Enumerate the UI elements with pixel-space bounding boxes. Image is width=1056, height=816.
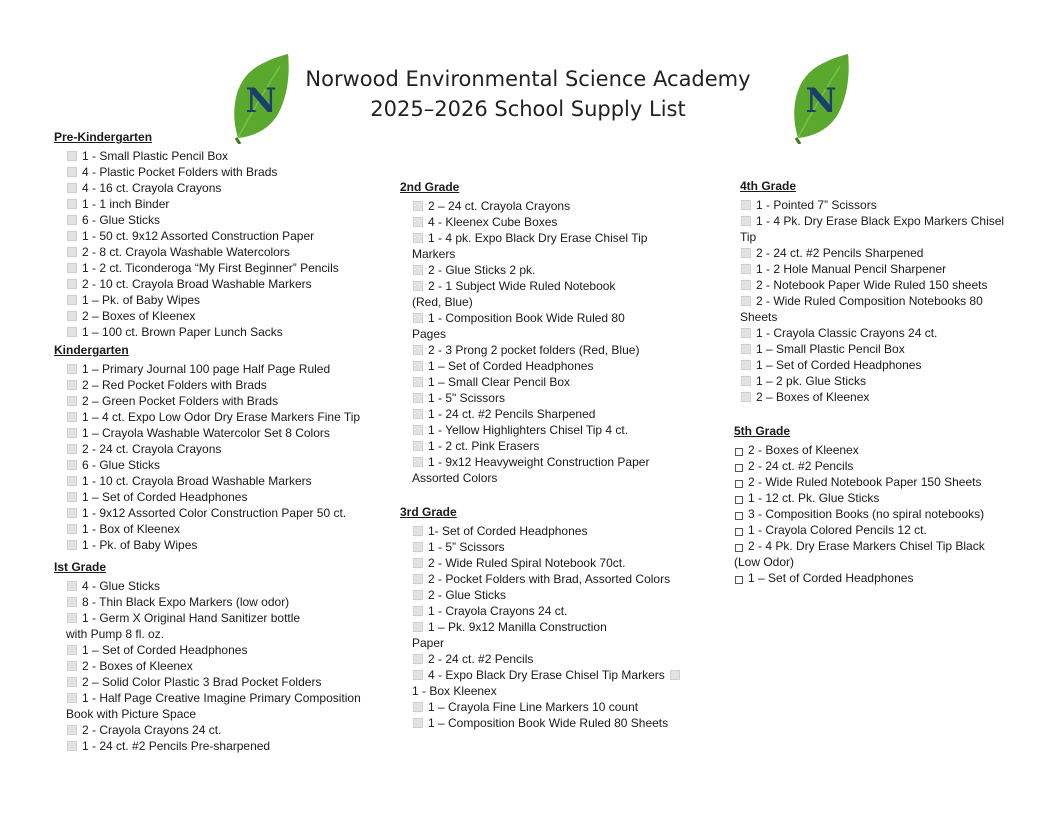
supply-item bbox=[734, 570, 1025, 586]
checkbox-icon[interactable] bbox=[67, 247, 77, 257]
supply-item bbox=[54, 578, 384, 594]
checkbox-icon[interactable] bbox=[413, 558, 423, 568]
logo-letter: N bbox=[805, 81, 837, 121]
supply-item bbox=[400, 262, 720, 278]
checkbox-icon[interactable] bbox=[413, 574, 423, 584]
leaf-logo-icon bbox=[788, 52, 852, 144]
supply-item-text: 1 - Box of Kleenex bbox=[82, 522, 181, 536]
supply-item-text: 2 - Wide Ruled Composition Notebooks 80 bbox=[756, 294, 983, 308]
supply-item-text: 2 - 10 ct. Crayola Broad Washable Markers bbox=[82, 277, 312, 291]
checkbox-icon[interactable] bbox=[741, 296, 751, 306]
section-heading: 4th Grade bbox=[740, 179, 797, 193]
supply-item-text: 1 - Crayola Crayons 24 ct. bbox=[428, 604, 568, 618]
checkbox-icon[interactable] bbox=[67, 581, 77, 591]
supply-item-text: 1 - 9x12 Assorted Color Construction Paper 50 ct. bbox=[82, 506, 347, 520]
checkbox-icon[interactable] bbox=[741, 344, 751, 354]
supply-item-text: 1 - Germ X Original Hand Sanitizer bottle bbox=[82, 611, 301, 625]
supply-item-text: 2 – Solid Color Plastic 3 Brad Pocket Folders bbox=[82, 675, 322, 689]
checkbox-icon[interactable] bbox=[67, 741, 77, 751]
page-title bbox=[0, 64, 1056, 124]
supply-item-text: 2 – Green Pocket Folders with Brads bbox=[82, 394, 279, 408]
supply-item bbox=[400, 603, 720, 619]
checkbox-icon[interactable] bbox=[67, 199, 77, 209]
checkbox-icon[interactable] bbox=[67, 524, 77, 534]
section-4th-grade bbox=[740, 178, 1025, 405]
supply-item-text: 2 - Wide Ruled Notebook Paper 150 Sheets bbox=[748, 475, 982, 489]
checkbox-icon[interactable] bbox=[741, 216, 751, 226]
checkbox-icon[interactable] bbox=[413, 542, 423, 552]
supply-item-text: 1- Set of Corded Headphones bbox=[428, 524, 588, 538]
supply-item bbox=[54, 308, 384, 324]
supply-item-text: 1 - 12 ct. Pk. Glue Sticks bbox=[748, 491, 880, 505]
checkbox-icon[interactable] bbox=[67, 327, 77, 337]
checkbox-icon[interactable] bbox=[735, 496, 743, 504]
supply-item bbox=[734, 506, 1025, 522]
checkbox-icon[interactable] bbox=[67, 380, 77, 390]
supply-item bbox=[54, 610, 384, 642]
supply-item-text: 6 - Glue Sticks bbox=[82, 458, 161, 472]
supply-item bbox=[400, 587, 720, 603]
supply-item-text: 2 - 24 ct. Crayola Crayons bbox=[82, 442, 222, 456]
supply-item-text: 1 – Set of Corded Headphones bbox=[748, 571, 914, 585]
section-kindergarten bbox=[54, 342, 384, 553]
supply-item-text: 1 – Crayola Washable Watercolor Set 8 Colors bbox=[82, 426, 330, 440]
supply-item bbox=[400, 342, 720, 358]
checkbox-icon[interactable] bbox=[67, 412, 77, 422]
supply-item-text: 1 - Crayola Colored Pencils 12 ct. bbox=[748, 523, 927, 537]
checkbox-icon[interactable] bbox=[413, 201, 423, 211]
supply-item-text: 1 – Pk. of Baby Wipes bbox=[82, 293, 201, 307]
checkbox-icon[interactable] bbox=[67, 613, 77, 623]
section-pre-kindergarten bbox=[54, 129, 384, 340]
checkbox-icon[interactable] bbox=[67, 215, 77, 225]
supply-item-text: 2 – Boxes of Kleenex bbox=[82, 309, 196, 323]
supply-item bbox=[400, 230, 720, 262]
supply-item-text: 1 – Set of Corded Headphones bbox=[82, 490, 248, 504]
supply-item bbox=[54, 196, 384, 212]
supply-item bbox=[400, 214, 720, 230]
checkbox-icon[interactable] bbox=[413, 377, 423, 387]
supply-item-continuation: Markers bbox=[412, 247, 456, 261]
supply-item-text: 1 - Small Plastic Pencil Box bbox=[82, 149, 229, 163]
supply-item-text: 2 - Glue Sticks 2 pk. bbox=[428, 263, 536, 277]
supply-item bbox=[54, 324, 384, 340]
supply-item-text: 2 - Boxes of Kleenex bbox=[748, 443, 859, 457]
supply-item bbox=[740, 373, 1025, 389]
supply-item-text: 1 - Composition Book Wide Ruled 80 bbox=[428, 311, 625, 325]
checkbox-icon[interactable] bbox=[67, 364, 77, 374]
supply-item-text: 1 – Pk. 9x12 Manilla Construction bbox=[428, 620, 607, 634]
supply-item-text: 2 - Crayola Crayons 24 ct. bbox=[82, 723, 222, 737]
checkbox-icon[interactable] bbox=[735, 512, 743, 520]
column-left bbox=[54, 127, 384, 760]
supply-item bbox=[54, 441, 384, 457]
checkbox-icon[interactable] bbox=[413, 409, 423, 419]
checkbox-icon[interactable] bbox=[67, 444, 77, 454]
supply-item bbox=[734, 490, 1025, 506]
checkbox-icon[interactable] bbox=[741, 376, 751, 386]
supply-item-continuation: Pages bbox=[412, 327, 447, 341]
supply-item bbox=[740, 341, 1025, 357]
supply-item bbox=[740, 213, 1025, 245]
supply-item-text: 4 - Plastic Pocket Folders with Brads bbox=[82, 165, 278, 179]
supply-item-text: 1 – 100 ct. Brown Paper Lunch Sacks bbox=[82, 325, 283, 339]
checkbox-icon[interactable] bbox=[741, 200, 751, 210]
supply-item bbox=[400, 390, 720, 406]
checkbox-icon[interactable] bbox=[67, 396, 77, 406]
supply-item bbox=[400, 374, 720, 390]
supply-item-text: 1 - 50 ct. 9x12 Assorted Construction Paper bbox=[82, 229, 315, 243]
supply-item-text: 1 – Composition Book Wide Ruled 80 Sheets bbox=[428, 716, 669, 730]
checkbox-icon[interactable] bbox=[741, 360, 751, 370]
supply-item-text: 1 - 1 inch Binder bbox=[82, 197, 170, 211]
checkbox-icon[interactable] bbox=[735, 544, 743, 552]
supply-item bbox=[400, 715, 720, 731]
supply-item-text: 2 - 24 ct. #2 Pencils bbox=[748, 459, 854, 473]
supply-item bbox=[400, 198, 720, 214]
section-heading: 5th Grade bbox=[734, 424, 791, 438]
checkbox-icon[interactable] bbox=[413, 345, 423, 355]
supply-item-text: 4 - 16 ct. Crayola Crayons bbox=[82, 181, 222, 195]
supply-item-text: 2 - 24 ct. #2 Pencils bbox=[428, 652, 534, 666]
supply-item-text: 1 - 2 ct. Ticonderoga “My First Beginner” Pencils bbox=[82, 261, 339, 275]
supply-item-text: 1 - 24 ct. #2 Pencils Pre-sharpened bbox=[82, 739, 271, 753]
supply-item bbox=[54, 393, 384, 409]
checkbox-icon[interactable] bbox=[741, 328, 751, 338]
section-heading: 3rd Grade bbox=[400, 505, 457, 519]
supply-item bbox=[54, 690, 384, 722]
supply-item bbox=[54, 164, 384, 180]
checkbox-icon[interactable] bbox=[67, 279, 77, 289]
supply-item bbox=[54, 658, 384, 674]
supply-item bbox=[740, 293, 1025, 325]
supply-item-text: 1 - Crayola Classic Crayons 24 ct. bbox=[756, 326, 938, 340]
supply-item-text: 1 - 24 ct. #2 Pencils Sharpened bbox=[428, 407, 596, 421]
supply-item bbox=[54, 457, 384, 473]
supply-item-text: 1 - 5" Scissors bbox=[428, 391, 505, 405]
supply-item-continuation: Tip bbox=[740, 230, 757, 244]
checkbox-icon[interactable] bbox=[413, 281, 423, 291]
checkbox-icon[interactable] bbox=[67, 167, 77, 177]
supply-item bbox=[400, 651, 720, 667]
checkbox-icon[interactable] bbox=[67, 661, 77, 671]
supply-item-text: 1 - 4 Pk. Dry Erase Black Expo Markers Chisel bbox=[756, 214, 1005, 228]
supply-item-continuation: Paper bbox=[412, 636, 445, 650]
supply-item-text: 1 – Small Clear Pencil Box bbox=[428, 375, 571, 389]
section-5th-grade bbox=[734, 423, 1025, 586]
supply-item-continuation: Assorted Colors bbox=[412, 471, 498, 485]
supply-item bbox=[400, 523, 720, 539]
supply-item-text: 1 - Pointed 7” Scissors bbox=[756, 198, 877, 212]
supply-item-text: 1 – 4 ct. Expo Low Odor Dry Erase Markers Fine Tip bbox=[82, 410, 361, 424]
column-middle bbox=[400, 177, 720, 737]
checkbox-icon[interactable] bbox=[67, 508, 77, 518]
supply-item-text: 2 - Notebook Paper Wide Ruled 150 sheets bbox=[756, 278, 988, 292]
checkbox-icon[interactable] bbox=[413, 441, 423, 451]
supply-item-continuation: Sheets bbox=[740, 310, 778, 324]
supply-item-text: 2 - Boxes of Kleenex bbox=[82, 659, 193, 673]
supply-item-text: 2 – Boxes of Kleenex bbox=[756, 390, 870, 404]
supply-item-continuation: (Low Odor) bbox=[734, 555, 795, 569]
supply-item bbox=[54, 425, 384, 441]
supply-item bbox=[54, 674, 384, 690]
logo-letter: N bbox=[245, 81, 277, 121]
supply-item bbox=[734, 538, 1025, 570]
checkbox-icon[interactable] bbox=[413, 702, 423, 712]
checkbox-icon[interactable] bbox=[735, 448, 743, 456]
supply-item-continuation: with Pump 8 fl. oz. bbox=[66, 627, 165, 641]
supply-item bbox=[54, 642, 384, 658]
supply-item-text: 4 - Glue Sticks bbox=[82, 579, 161, 593]
supply-item-continuation: (Red, Blue) bbox=[412, 295, 473, 309]
supply-item-text: 1 – Crayola Fine Line Markers 10 count bbox=[428, 700, 639, 714]
checkbox-icon[interactable] bbox=[741, 280, 751, 290]
supply-item bbox=[734, 458, 1025, 474]
supply-item bbox=[54, 409, 384, 425]
supply-item bbox=[740, 357, 1025, 373]
supply-item bbox=[54, 292, 384, 308]
supply-item bbox=[740, 389, 1025, 405]
supply-item-continuation: 1 - Box Kleenex bbox=[412, 684, 497, 698]
supply-item bbox=[400, 699, 720, 715]
checkbox-icon[interactable] bbox=[67, 725, 77, 735]
supply-item-text: 1 - 10 ct. Crayola Broad Washable Markers bbox=[82, 474, 312, 488]
supply-item bbox=[734, 474, 1025, 490]
checkbox-icon[interactable] bbox=[67, 693, 77, 703]
supply-item-text: 1 - 9x12 Heavyweight Construction Paper bbox=[428, 455, 650, 469]
section-heading: Ist Grade bbox=[54, 560, 107, 574]
checkbox-icon[interactable] bbox=[413, 718, 423, 728]
checkbox-icon[interactable] bbox=[413, 233, 423, 243]
supply-item-text: 6 - Glue Sticks bbox=[82, 213, 161, 227]
checkbox-icon[interactable] bbox=[67, 645, 77, 655]
supply-item bbox=[54, 228, 384, 244]
supply-item bbox=[400, 571, 720, 587]
supply-item bbox=[740, 325, 1025, 341]
supply-item bbox=[54, 361, 384, 377]
supply-item-text: 4 - Expo Black Dry Erase Chisel Tip Markers bbox=[428, 668, 665, 682]
checkbox-icon[interactable] bbox=[67, 295, 77, 305]
supply-item-text: 2 - 1 Subject Wide Ruled Notebook bbox=[428, 279, 616, 293]
checkbox-icon[interactable] bbox=[67, 263, 77, 273]
supply-item bbox=[400, 619, 720, 651]
supply-item bbox=[400, 539, 720, 555]
supply-item bbox=[400, 358, 720, 374]
supply-item bbox=[54, 244, 384, 260]
checkbox-icon[interactable] bbox=[735, 576, 743, 584]
supply-item bbox=[740, 245, 1025, 261]
supply-item bbox=[54, 260, 384, 276]
supply-item bbox=[54, 722, 384, 738]
supply-item bbox=[400, 438, 720, 454]
checkbox-icon[interactable] bbox=[413, 670, 423, 680]
checkbox-icon[interactable] bbox=[413, 590, 423, 600]
checkbox-icon[interactable] bbox=[67, 540, 77, 550]
supply-item bbox=[54, 537, 384, 553]
supply-item bbox=[734, 522, 1025, 538]
supply-item-text: 2 - 4 Pk. Dry Erase Markers Chisel Tip Black bbox=[748, 539, 985, 553]
supply-item-text: 1 - 2 Hole Manual Pencil Sharpener bbox=[756, 262, 947, 276]
supply-item bbox=[54, 594, 384, 610]
column-right bbox=[734, 176, 1025, 592]
checkbox-icon[interactable] bbox=[413, 217, 423, 227]
checkbox-icon[interactable] bbox=[670, 670, 680, 680]
supply-item bbox=[740, 277, 1025, 293]
checkbox-icon[interactable] bbox=[735, 464, 743, 472]
checkbox-icon[interactable] bbox=[413, 425, 423, 435]
supply-item-text: 8 - Thin Black Expo Markers (low odor) bbox=[82, 595, 290, 609]
checkbox-icon[interactable] bbox=[741, 248, 751, 258]
section-heading: Kindergarten bbox=[54, 343, 129, 357]
checkbox-icon[interactable] bbox=[67, 492, 77, 502]
checkbox-icon[interactable] bbox=[413, 622, 423, 632]
section-heading: Pre-Kindergarten bbox=[54, 130, 153, 144]
checkbox-icon[interactable] bbox=[67, 231, 77, 241]
supply-item bbox=[54, 276, 384, 292]
supply-item bbox=[400, 278, 720, 310]
supply-item bbox=[54, 377, 384, 393]
supply-item bbox=[54, 148, 384, 164]
checkbox-icon[interactable] bbox=[413, 313, 423, 323]
supply-item bbox=[400, 454, 720, 486]
list-subtitle: 2025–2026 School Supply List bbox=[370, 97, 686, 121]
checkbox-icon[interactable] bbox=[67, 677, 77, 687]
section-3rd-grade bbox=[400, 504, 720, 731]
supply-item-text: 2 - Glue Sticks bbox=[428, 588, 507, 602]
supply-item bbox=[400, 667, 720, 699]
supply-item-text: 1 - 4 pk. Expo Black Dry Erase Chisel Tip bbox=[428, 231, 648, 245]
checkbox-icon[interactable] bbox=[67, 311, 77, 321]
supply-item-text: 1 - Half Page Creative Imagine Primary Composition bbox=[82, 691, 361, 705]
supply-item bbox=[400, 406, 720, 422]
supply-item bbox=[54, 212, 384, 228]
checkbox-icon[interactable] bbox=[741, 264, 751, 274]
supply-item bbox=[54, 738, 384, 754]
supply-item-text: 1 – Primary Journal 100 page Half Page Ruled bbox=[82, 362, 331, 376]
supply-item bbox=[54, 180, 384, 196]
checkbox-icon[interactable] bbox=[741, 392, 751, 402]
checkbox-icon[interactable] bbox=[413, 526, 423, 536]
checkbox-icon[interactable] bbox=[413, 654, 423, 664]
supply-item-text: 1 - 2 ct. Pink Erasers bbox=[428, 439, 540, 453]
checkbox-icon[interactable] bbox=[413, 265, 423, 275]
supply-item bbox=[400, 422, 720, 438]
supply-item-text: 1 – Set of Corded Headphones bbox=[756, 358, 922, 372]
supply-item bbox=[734, 442, 1025, 458]
supply-item-text: 2 – 24 ct. Crayola Crayons bbox=[428, 199, 571, 213]
supply-item bbox=[54, 473, 384, 489]
section-2nd-grade bbox=[400, 179, 720, 486]
checkbox-icon[interactable] bbox=[413, 457, 423, 467]
checkbox-icon[interactable] bbox=[67, 476, 77, 486]
checkbox-icon[interactable] bbox=[67, 151, 77, 161]
supply-item bbox=[400, 310, 720, 342]
supply-item-text: 4 - Kleenex Cube Boxes bbox=[428, 215, 558, 229]
checkbox-icon[interactable] bbox=[735, 480, 743, 488]
supply-item-text: 1 - 5” Scissors bbox=[428, 540, 505, 554]
section-1st-grade bbox=[54, 559, 384, 754]
supply-item bbox=[54, 521, 384, 537]
checkbox-icon[interactable] bbox=[413, 361, 423, 371]
supply-item bbox=[740, 197, 1025, 213]
supply-item-text: 1 - Pk. of Baby Wipes bbox=[82, 538, 198, 552]
supply-item-text: 1 – Small Plastic Pencil Box bbox=[756, 342, 905, 356]
supply-item-text: 2 - 24 ct. #2 Pencils Sharpened bbox=[756, 246, 924, 260]
supply-item-text: 2 - Pocket Folders with Brad, Assorted Colors bbox=[428, 572, 671, 586]
checkbox-icon[interactable] bbox=[67, 428, 77, 438]
checkbox-icon[interactable] bbox=[413, 606, 423, 616]
supply-item-text: 3 - Composition Books (no spiral notebooks) bbox=[748, 507, 985, 521]
section-heading: 2nd Grade bbox=[400, 180, 460, 194]
checkbox-icon[interactable] bbox=[413, 393, 423, 403]
school-name: Norwood Environmental Science Academy bbox=[305, 67, 751, 91]
checkbox-icon[interactable] bbox=[67, 183, 77, 193]
supply-item-text: 1 – Set of Corded Headphones bbox=[82, 643, 248, 657]
supply-item bbox=[54, 505, 384, 521]
supply-item-text: 1 – Set of Corded Headphones bbox=[428, 359, 594, 373]
checkbox-icon[interactable] bbox=[67, 460, 77, 470]
supply-item-text: 2 - Wide Ruled Spiral Notebook 70ct. bbox=[428, 556, 626, 570]
checkbox-icon[interactable] bbox=[735, 528, 743, 536]
supply-item-text: 1 - Yellow Highlighters Chisel Tip 4 ct. bbox=[428, 423, 629, 437]
supply-item-text: 2 – Red Pocket Folders with Brads bbox=[82, 378, 267, 392]
supply-item-text: 2 - 3 Prong 2 pocket folders (Red, Blue) bbox=[428, 343, 640, 357]
supply-item-text: 2 - 8 ct. Crayola Washable Watercolors bbox=[82, 245, 290, 259]
checkbox-icon[interactable] bbox=[67, 597, 77, 607]
supply-item bbox=[740, 261, 1025, 277]
supply-item-text: 1 – 2 pk. Glue Sticks bbox=[756, 374, 867, 388]
supply-item-continuation: Book with Picture Space bbox=[66, 707, 197, 721]
supply-item bbox=[54, 489, 384, 505]
supply-item bbox=[400, 555, 720, 571]
